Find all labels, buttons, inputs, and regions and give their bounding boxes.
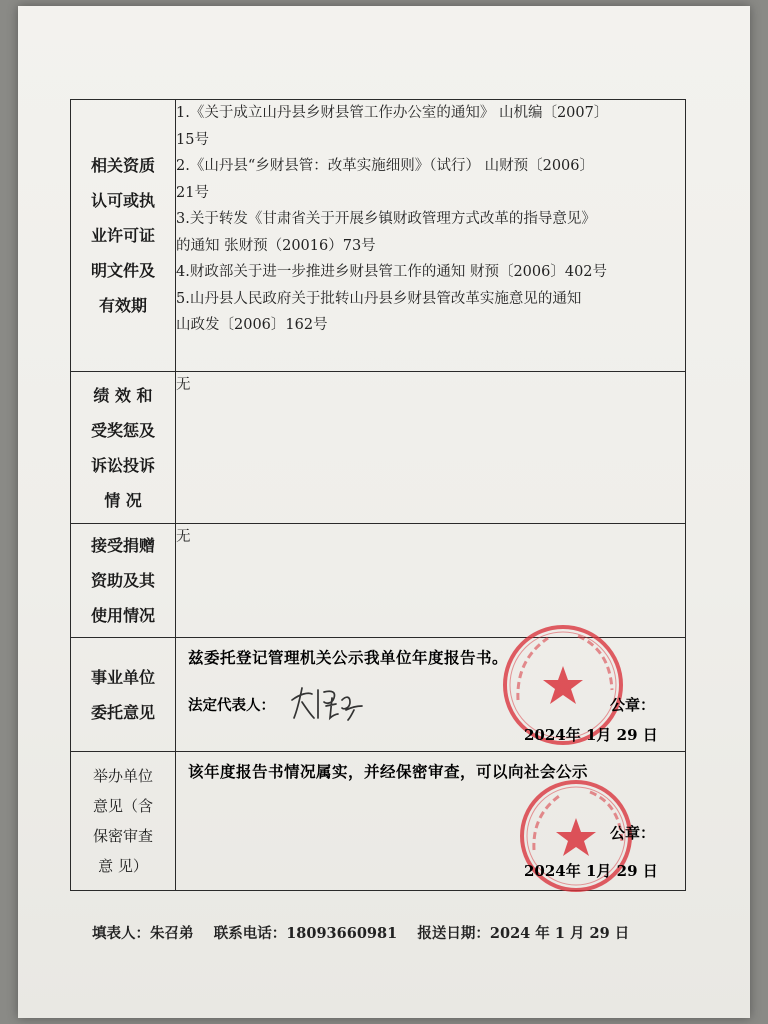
qualifications-label: 相关资质 认可或执 业许可证 明文件及 有效期 bbox=[71, 100, 176, 372]
row-unit-opinion bbox=[71, 638, 686, 752]
qualifications-content bbox=[176, 100, 686, 372]
signature-image bbox=[288, 680, 368, 724]
sponsor-opinion-date: 2024年 1月 29 日 bbox=[524, 862, 658, 880]
donations-value: 无 bbox=[176, 524, 686, 638]
reference-line: 1.《关于成立山丹县乡财县管工作办公室的通知》 山机编〔2007〕 bbox=[176, 105, 609, 121]
filler-label: 填表人： bbox=[92, 925, 150, 942]
row-performance bbox=[71, 372, 686, 524]
reference-line: 5.山丹县人民政府关于批转山丹县乡财县管改革实施意见的通知 bbox=[176, 290, 582, 307]
reference-line: 的通知 张财预（20016）73号 bbox=[176, 237, 376, 254]
reference-line: 15号 bbox=[176, 131, 209, 148]
form-footer bbox=[92, 922, 629, 943]
row-sponsor-opinion bbox=[71, 752, 686, 891]
donations-label: 接受捐赠 资助及其 使用情况 bbox=[71, 524, 176, 638]
phone-number: 18093660981 bbox=[286, 925, 398, 942]
report-date-label: 报送日期： bbox=[417, 925, 490, 942]
row-qualifications bbox=[71, 100, 686, 372]
paper-sheet bbox=[18, 6, 750, 1018]
entrust-statement: 兹委托登记管理机关公示我单位年度报告书。 bbox=[188, 648, 509, 667]
reference-line: 山政发〔2006〕162号 bbox=[176, 317, 328, 333]
unit-seal-label: 公章： bbox=[610, 696, 656, 714]
reference-line: 21号 bbox=[176, 184, 209, 201]
annual-report-form bbox=[70, 99, 686, 891]
unit-opinion-label: 事业单位 委托意见 bbox=[71, 638, 176, 752]
legal-rep-label: 法定代表人： bbox=[188, 697, 275, 714]
report-date: 2024 年 1 月 29 日 bbox=[489, 925, 630, 942]
unit-opinion-date: 2024年 1月 29 日 bbox=[524, 726, 658, 744]
sponsor-opinion-content bbox=[176, 752, 686, 891]
unit-opinion-content bbox=[176, 638, 686, 752]
sponsor-seal-label: 公章： bbox=[610, 824, 656, 842]
reference-line: 2.《山丹县“乡财县管：改革实施细则》（试行） 山财预〔2006〕 bbox=[176, 158, 595, 174]
sponsor-statement: 该年度报告书情况属实，并经保密审查，可以向社会公示 bbox=[188, 762, 589, 781]
performance-value: 无 bbox=[176, 372, 686, 524]
reference-line: 3.关于转发《甘肃省关于开展乡镇财政管理方式改革的指导意见》 bbox=[176, 211, 596, 227]
reference-line: 4.财政部关于进一步推进乡财县管工作的通知 财预〔2006〕402号 bbox=[176, 264, 608, 280]
performance-label: 绩 效 和 受奖惩及 诉讼投诉 情 况 bbox=[71, 372, 176, 524]
phone-label: 联系电话： bbox=[213, 925, 287, 942]
sponsor-opinion-label: 举办单位 意见（含 保密审查 意 见） bbox=[71, 752, 176, 891]
filler-name: 朱召弟 bbox=[150, 925, 194, 942]
